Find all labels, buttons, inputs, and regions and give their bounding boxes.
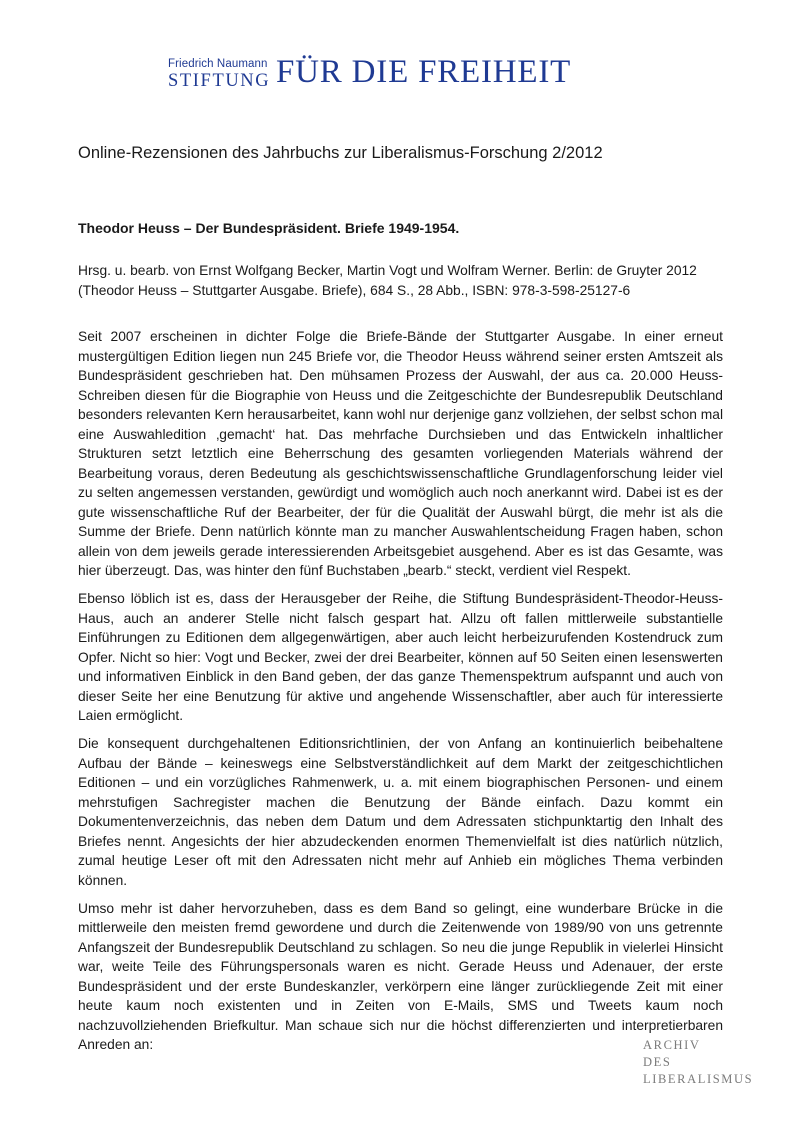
- document-title: Online-Rezensionen des Jahrbuchs zur Liberalismus-Forschung 2/2012: [78, 144, 603, 162]
- paragraph-2: Ebenso löblich ist es, dass der Herausgeber der Reihe, die Stiftung Bundespräsident-Theodor-Heuss-Haus, auch an anderer Stelle nicht falsch gespart hat. Allzu oft fallen mittlerweile substantielle Einführungen zu Editionen dem allgegenwärtigen, aber auch leicht herbeizurufenden Kostendruck zum Opfer. Nicht so hier: Vogt und Becker, zwei der drei Bearbeiter, können auf 50 Seiten einen lesenswerten und informativen Einblick in den Band geben, der das ganze Themenspektrum aufspannt und auch von dieser Seite her eine Benutzung für aktive und angehende Wissenschaftler, aber auch für interessierte Laien ermöglicht.: [78, 591, 723, 723]
- archive-line-1: ARCHIV: [643, 1038, 701, 1052]
- logo-friedrich-naumann: Friedrich Naumann: [168, 58, 268, 70]
- bibliographic-info: Hrsg. u. bearb. von Ernst Wolfgang Becker, Martin Vogt und Wolfram Werner. Berlin: de Gruyter 2012 (Theodor Heuss – Stuttgarter Ausgabe. Briefe), 684 S., 28 Abb., ISBN: 978-3-598-25127-6: [78, 263, 697, 298]
- archive-logo: [643, 1037, 753, 1088]
- logo-fuer-die-freiheit: FÜR DIE FREIHEIT: [276, 54, 572, 90]
- archive-line-2: DES: [643, 1055, 672, 1069]
- foundation-logo: [168, 54, 608, 98]
- review-body: [78, 327, 723, 1063]
- paragraph-4: Umso mehr ist daher hervorzuheben, dass es dem Band so gelingt, eine wunderbare Brücke in die mittlerweile den meisten fremd gewordene und durch die Zeitenwende von 1989/90 von uns getrennte Anfangszeit der Bundesrepublik Deutschland zu schlagen. So neu die junge Republik in vielerlei Hinsicht war, weite Teile des Führungspersonals waren es nicht. Gerade Heuss und Adenauer, der erste Bundespräsident und der erste Bundeskanzler, verkörpern eine länger zurückliegende Zeit mit einer heute kaum noch existenten und in Zeiten von E-Mails, SMS und Tweets kaum noch nachzuvollziehenden Briefkultur. Man schaue sich nur die höchst differenzierten und interpretierbaren Anreden an:: [78, 900, 723, 1052]
- paragraph-1: Seit 2007 erscheinen in dichter Folge die Briefe-Bände der Stuttgarter Ausgabe. In einer erneut mustergültigen Edition liegen nun 245 Briefe vor, die Theodor Heuss während seiner ersten Amtszeit als Bundespräsident geschrieben hat. Den mühsamen Prozess der Auswahl, der aus ca. 20.000 Heuss-Schreiben diesen für die Biographie von Heuss und die Zeitgeschichte der Bundesrepublik Deutschland besonders relevanten Kern herausarbeitet, kann wohl nur derjenige ganz vollziehen, der selbst schon mal eine Auswahledition ‚gemacht‘ hat. Das mehrfache Durchsieben und das Entwickeln inhaltlicher Strukturen setzt letztlich eine Beherrschung des gesamten vorliegenden Materials während der Bearbeitung voraus, deren Bedeutung als geschichtswissenschaftliche Grundlagenforschung leider viel zu selten angemessen verstanden, gewürdigt und womöglich auch noch anerkannt wird. Dabei ist es der gute wissenschaftliche Ruf der Bearbeiter, der für die Qualität der Auswahl bürgt, die mehr ist als die Summe der Briefe. Denn natürlich könnte man zu mancher Auswahlentscheidung Fragen haben, schon allein von dem jeweils gerade interessierenden Arbeitsgebiet ausgehend. Aber es ist das Gesamte, was hier überzeugt. Das, was hinter den fünf Buchstaben „bearb.“ steckt, verdient viel Respekt.: [78, 329, 724, 578]
- review-title: Theodor Heuss – Der Bundespräsident. Briefe 1949-1954.: [78, 220, 460, 236]
- logo-stiftung: STIFTUNG: [168, 71, 271, 91]
- paragraph-3: Die konsequent durchgehaltenen Editionsrichtlinien, der von Anfang an kontinuierlich beibehaltene Aufbau der Bände – keineswegs eine Selbstverständlichkeit auf dem Markt der zeitgeschichtlichen Editionen – und ein vorzügliches Rahmenwerk, u. a. mit einem biographischen Personen- und einem mehrstufigen Sachregister machen die Benutzung der Bände einfach. Dazu kommt ein Dokumentenverzeichnis, das neben dem Datum und dem Adressaten stichpunktartig den Inhalt des Briefes nennt. Angesichts der hier abzudeckenden enormen Themenvielfalt ist dies natürlich nützlich, zumal heutige Leser oft mit den Adressaten nicht mehr auf Anhieb ein mögliches Thema verbinden können.: [78, 736, 723, 888]
- archive-line-3: LIBERALISMUS: [643, 1072, 754, 1086]
